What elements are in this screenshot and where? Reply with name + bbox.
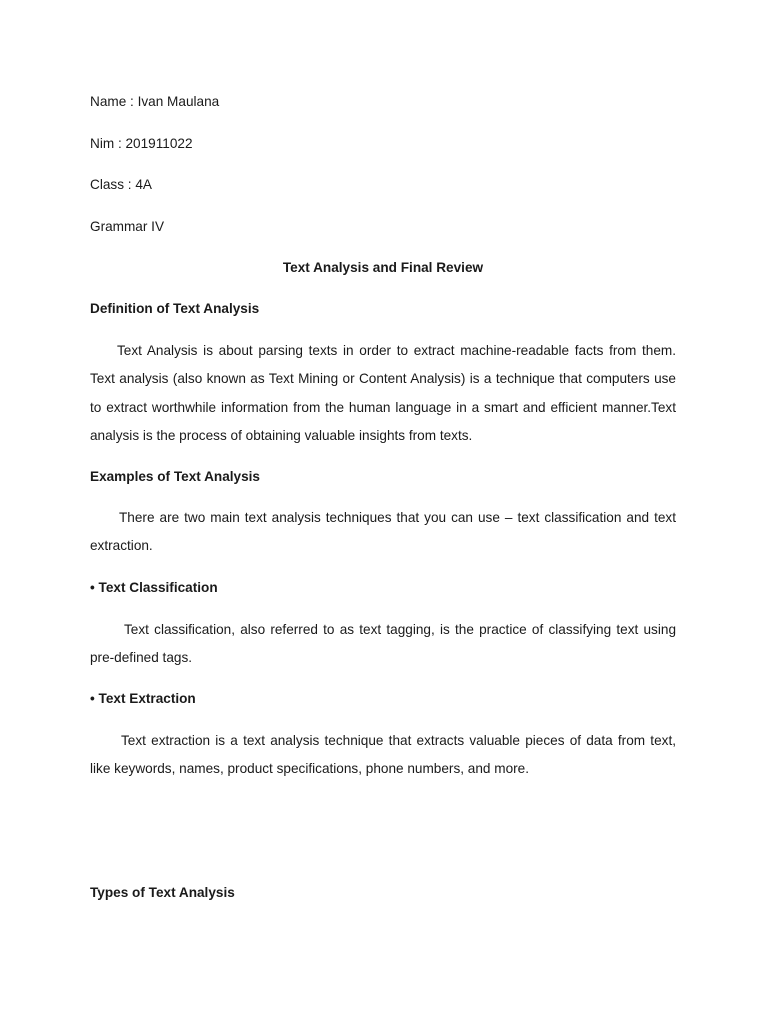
document-title: Text Analysis and Final Review <box>282 260 484 275</box>
definition-heading: Definition of Text Analysis <box>90 301 260 316</box>
extraction-paragraph: Text extraction is a text analysis technique that extracts valuable pieces of data from text, like keywords, names, product specifications, phone numbers, and more. <box>90 733 676 777</box>
classification-paragraph: Text classification, also referred to as text tagging, is the practice of classifying text using pre-defined tags. <box>90 622 676 666</box>
extraction-heading: • Text Extraction <box>90 691 196 706</box>
examples-paragraph: There are two main text analysis techniques that you can use – text classification and text extraction. <box>90 510 676 554</box>
classification-heading: • Text Classification <box>90 580 218 595</box>
student-name: Name : Ivan Maulana <box>90 94 220 109</box>
definition-paragraph: Text Analysis is about parsing texts in order to extract machine-readable facts from them. Text analysis (also known as Text Mining or Content Analysis) is a technique that computers use to extract worthwhile information from the human language in a smart and efficient manner.Text analysis is the process of obtaining valuable insights from texts. <box>90 343 676 443</box>
student-class: Class : 4A <box>90 177 152 192</box>
examples-heading: Examples of Text Analysis <box>90 469 260 484</box>
types-heading: Types of Text Analysis <box>90 885 235 900</box>
student-nim: Nim : 201911022 <box>90 136 193 151</box>
course-name: Grammar IV <box>90 219 165 234</box>
